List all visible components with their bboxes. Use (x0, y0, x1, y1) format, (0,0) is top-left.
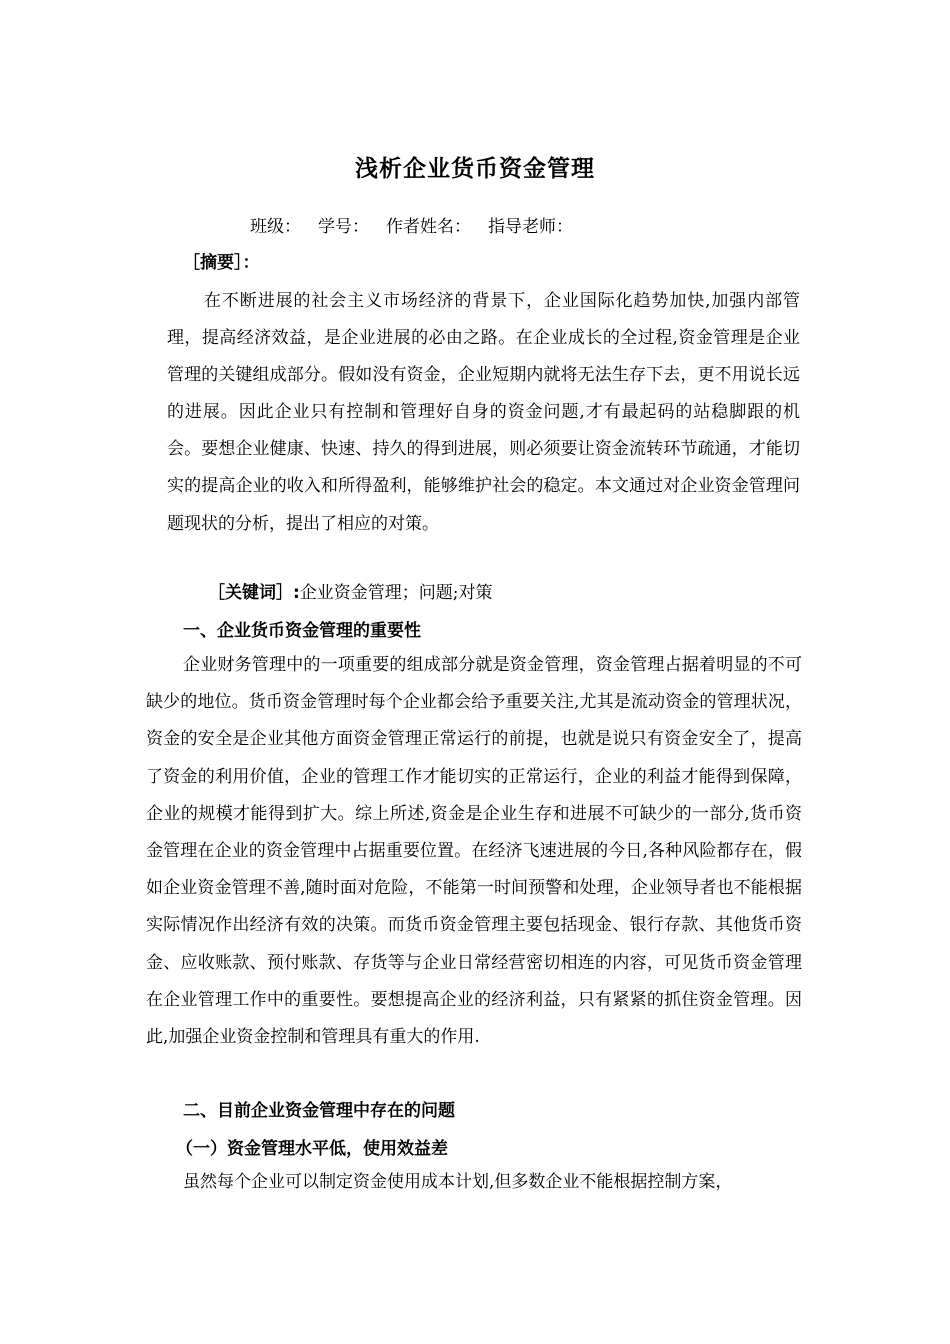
author-name-label: 作者姓名： (386, 217, 471, 237)
advisor-label: 指导老师： (488, 217, 573, 237)
subsection-1-heading: （一）资金管理水平低，使用效益差 (176, 1139, 448, 1159)
keywords-line (208, 578, 493, 603)
subsection-1-paragraph: 虽然每个企业可以制定资金使用成本计划,但多数企业不能根据控制方案， (183, 1172, 733, 1192)
student-id-label: 学号： (318, 217, 369, 237)
class-label: 班级： (250, 217, 301, 237)
section-1-paragraph: 企业财务管理中的一项重要的组成部分就是资金管理，资金管理占据着明显的不可缺少的地位。货币资金管理时每个企业都会给予重要关注,尤其是流动资金的管理状况，资金的安全是企业其他方面资金管理正常运行的前提，也就是说只有资金安全了，提高了资金的利用价值，企业的管理工作才能切实的正常运行，企业的利益才能得到保障，企业的规模才能得到扩大。综上所述,资金是企业生存和进展不可缺少的一部分,货币资金管理在企业的资金管理中占据重要位置。在经济飞速进展的今日,各种风险都存在，假如企业资金管理不善,随时面对危险，不能第一时间预警和处理，企业领导者也不能根据实际情况作出经济有效的决策。而货币资金管理主要包括现金、银行存款、其他货币资金、应收账款、预付账款、存货等与企业日常经营密切相连的内容，可见货币资金管理在企业管理工作中的重要性。要想提高企业的经济利益，只有紧紧的抓住资金管理。因此,加强企业资金控制和管理具有重大的作用. (146, 655, 802, 1048)
document-title: 浅析企业货币资金管理 (355, 156, 595, 182)
author-info-line (250, 212, 590, 237)
section-2-heading: 二、目前企业资金管理中存在的问题 (183, 1101, 455, 1121)
abstract-label: ［摘要］： (183, 253, 260, 273)
section-1-heading: 一、企业货币资金管理的重要性 (183, 621, 421, 641)
keywords-text: 企业资金管理；问题;对策 (299, 583, 493, 603)
keywords-label: ［关键词］: (208, 583, 300, 603)
abstract-text: 在不断进展的社会主义市场经济的背景下，企业国际化趋势加快,加强内部管理，提高经济效益，是企业进展的必由之路。在企业成长的全过程,资金管理是企业管理的关键组成部分。假如没有资金，企业短期内就将无法生存下去，更不用说长远的进展。因此企业只有控制和管理好自身的资金问题,才有最起码的站稳脚跟的机会。要想企业健康、快速、持久的得到进展，则必须要让资金流转环节疏通，才能切实的提高企业的收入和所得盈利，能够维护社会的稳定。本文通过对企业资金管理问题现状的分析，提出了相应的对策。 (167, 291, 800, 534)
